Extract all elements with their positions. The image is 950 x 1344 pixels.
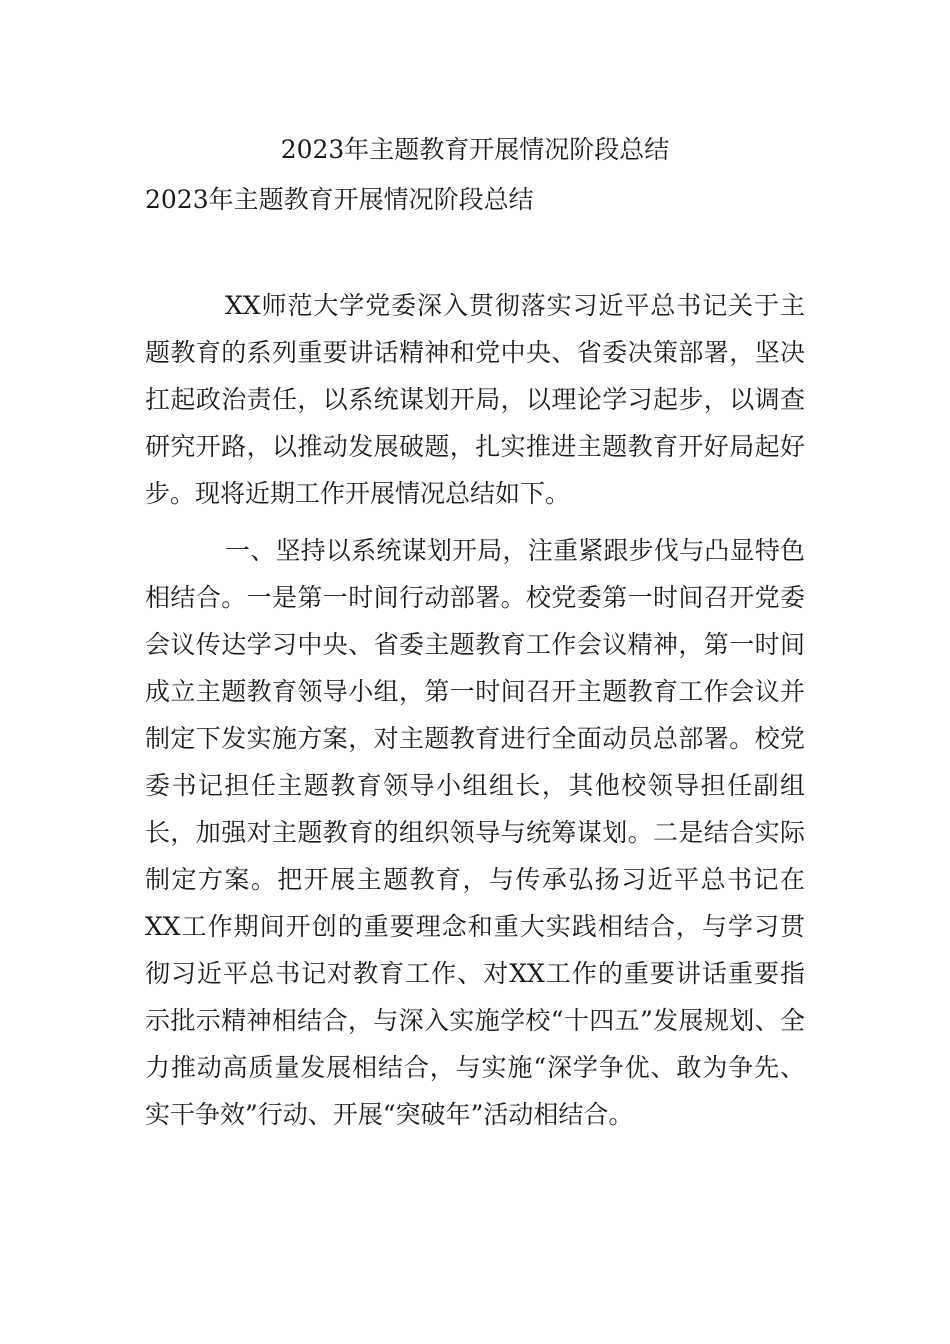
body-paragraph-section-1: 一、坚持以系统谋划开局，注重紧跟步伐与凸显特色相结合。一是第一时间行动部署。校党委第一时间召开党委会议传达学习中央、省委主题教育工作会议精神，第一时间成立主题教育领导小组，第一时间召开主题教育工作会议并制定下发实施方案，对主题教育进行全面动员总部署。校党委书记担任主题教育领导小组组长，其他校领导担任副组长，加强对主题教育的组织领导与统筹谋划。二是结合实际制定方案。把开展主题教育，与传承弘扬习近平总书记在XX工作期间开创的重要理念和重大实践相结合，与学习贯彻习近平总书记对教育工作、对XX工作的重要讲话重要指示批示精神相结合，与深入实施学校“十四五”发展规划、全力推动高质量发展相结合，与实施“深学争优、敢为争先、实干争效”行动、开展“突破年”活动相结合。	[145, 536, 805, 1129]
body-paragraph-intro: XX师范大学党委深入贯彻落实习近平总书记关于主题教育的系列重要讲话精神和党中央、省委决策部署，坚决扛起政治责任，以系统谋划开局，以理论学习起步，以调查研究开路，以推动发展破题，扎实推进主题教育开好局起好步。现将近期工作开展情况总结如下。	[145, 291, 805, 508]
document-title: 2023年主题教育开展情况阶段总结	[280, 135, 670, 164]
document-subtitle: 2023年主题教育开展情况阶段总结	[145, 185, 534, 214]
